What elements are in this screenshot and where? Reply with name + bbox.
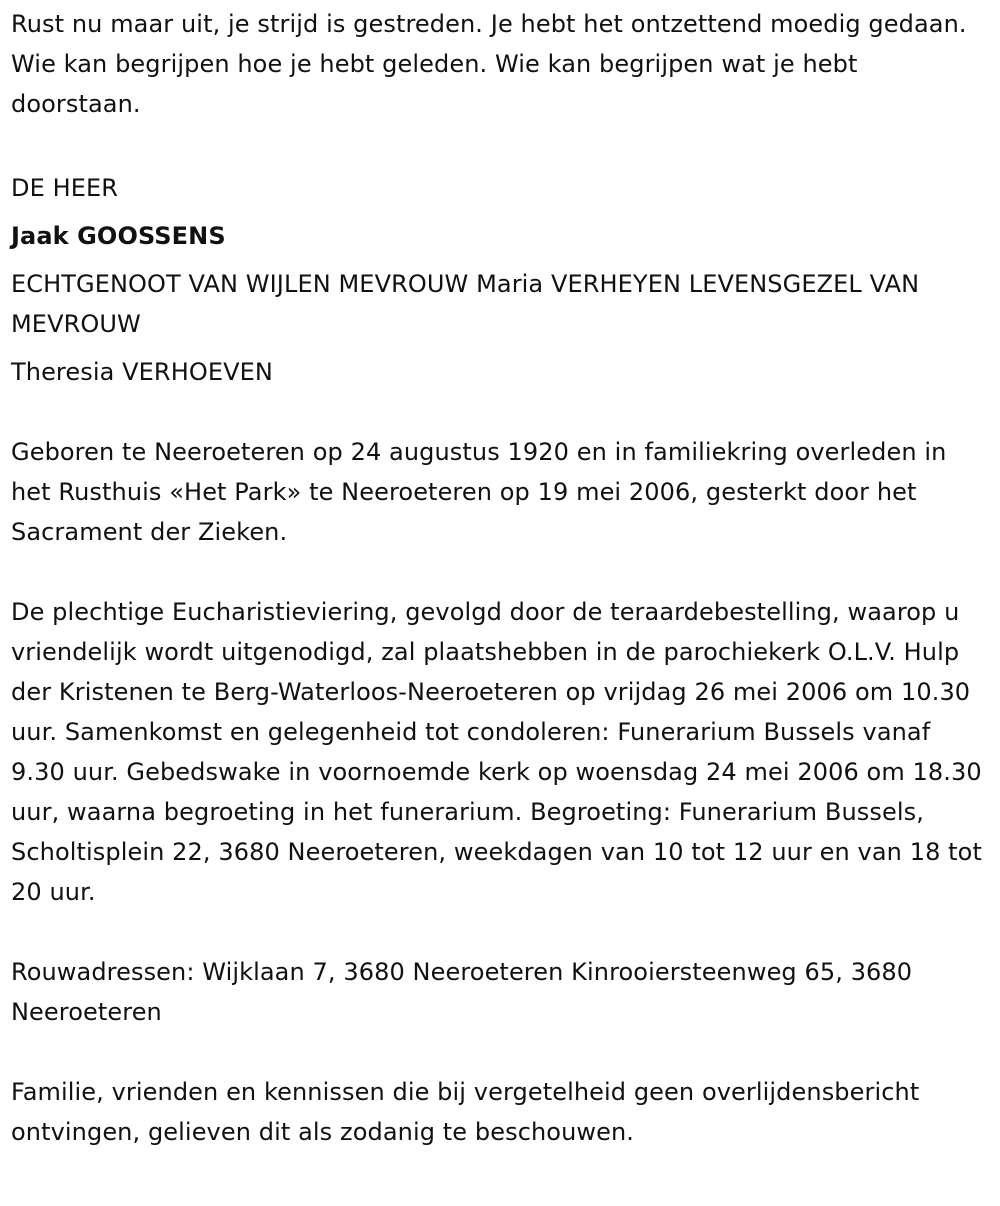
partner-name: Theresia VERHOEVEN xyxy=(11,358,273,386)
addresses-text: Rouwadressen: Wijklaan 7, 3680 Neeroeteren Kinrooiersteenweg 65, 3680 Neeroeteren xyxy=(11,958,913,1026)
obituary-notice xyxy=(11,0,991,1152)
relation-text: ECHTGENOOT VAN WIJLEN MEVROUW Maria VERHEYEN LEVENSGEZEL VAN MEVROUW xyxy=(11,270,920,338)
deceased-name: Jaak GOOSSENS xyxy=(11,222,226,250)
birth-death-text: Geboren te Neeroeteren op 24 augustus 1920 en in familiekring overleden in het Rusthuis «Het Park» te Neeroeteren op 19 mei 2006, gesterkt door het Sacrament der Zieken. xyxy=(11,438,947,546)
honorific-title: DE HEER xyxy=(11,174,119,202)
closing-text: Familie, vrienden en kennissen die bij vergetelheid geen overlijdensbericht ontvingen, gelieven dit als zodanig te beschouwen. xyxy=(11,1078,920,1146)
intro-text: Rust nu maar uit, je strijd is gestreden. Je hebt het ontzettend moedig gedaan. Wie kan begrijpen hoe je hebt geleden. Wie kan begrijpen wat je hebt doorstaan. xyxy=(11,10,967,118)
ceremony-text: De plechtige Eucharistieviering, gevolgd door de teraardebestelling, waarop u vriendelijk wordt uitgenodigd, zal plaatshebben in de parochiekerk O.L.V. Hulp der Kristenen te Berg-Waterloos-Neeroeteren op vrijdag 26 mei 2006 om 10.30 uur. Samenkomst en gelegenheid tot condoleren: Funerarium Bussels vanaf 9.30 uur. Gebedswake in voornoemde kerk op woensdag 24 mei 2006 om 18.30 uur, waarna begroeting in het funerarium. Begroeting: Funerarium Bussels, Scholtisplein 22, 3680 Neeroeteren, weekdagen van 10 tot 12 uur en van 18 tot 20 uur. xyxy=(11,598,982,906)
